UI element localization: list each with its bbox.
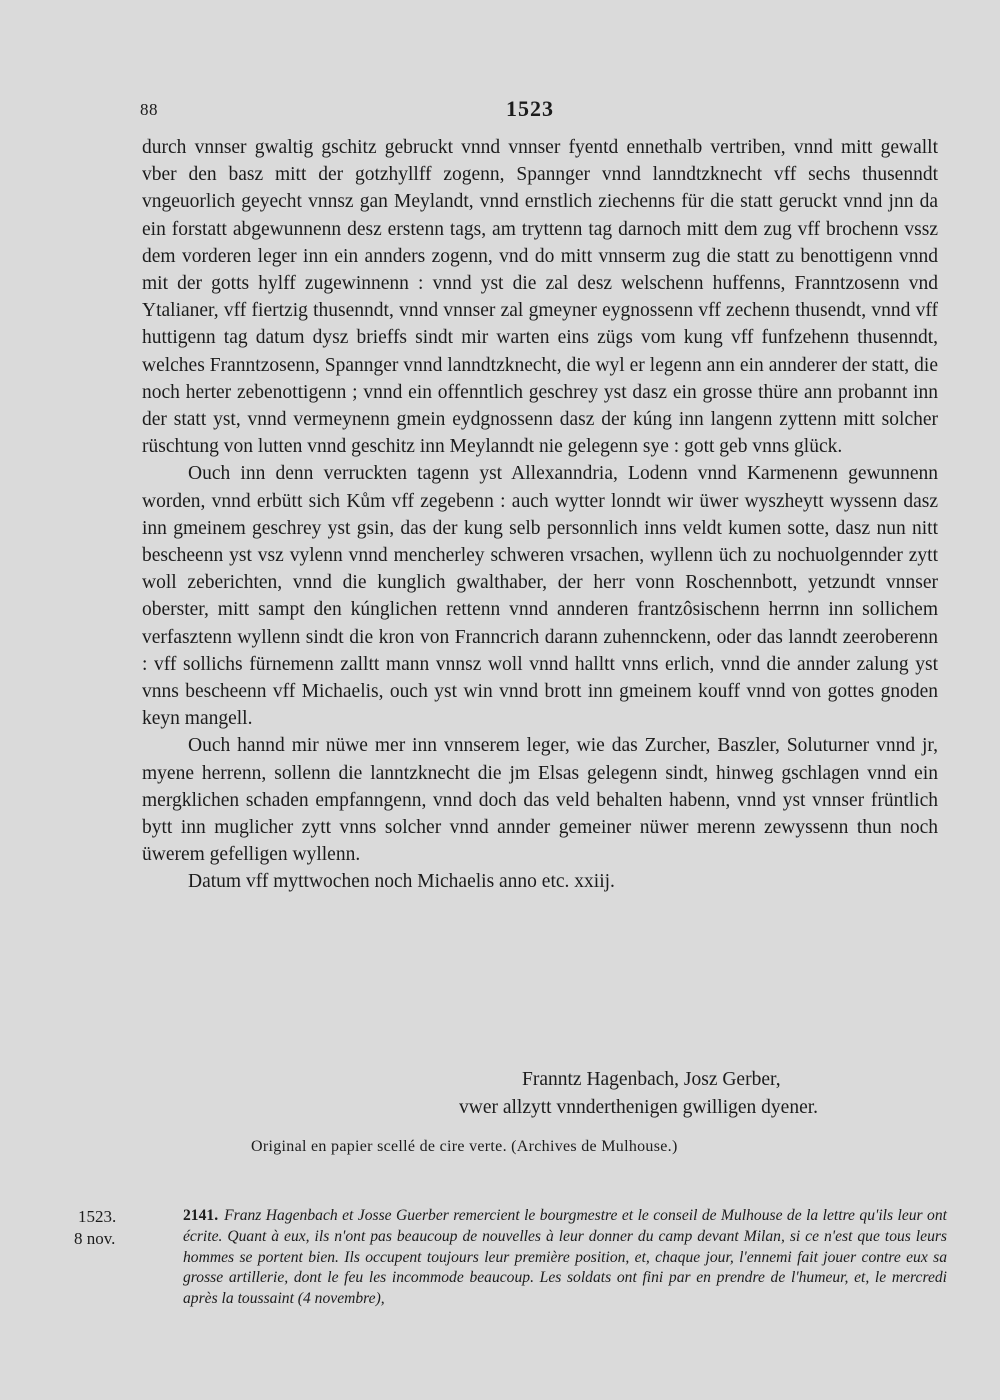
page-number: 88 — [140, 100, 158, 119]
letter-paragraph: durch vnnser gwaltig gschitz gebruckt vnnd vnnser fyentd ennethalb vertriben, vnnd mitt gewallt vber den basz mitt der gotzhyllff zogenn, Spannger vnnd lanndtzknecht vff sechs thusenndt vngeuorlich geyecht vnnsz gan Meylandt, vnnd ernstlich ziechenns für die statt geruckt vnnd jnn da ein forstatt abgewunnenn desz erstenn tags, am tryttenn tag darnoch mitt dem zug vff brochenn vssz dem vorderen leger inn ein annders zogenn, vnd do mitt vnnserm zug die statt zu benottigenn vnnd mit der gotts hylff zugewinnenn : vnnd yst die zal desz welschenn huffenns, Franntzosenn vnd Ytalianer, vff fiertzig thusenndt, vnnd vnnser zal gmeyner eygnossenn vff zechenn thusendt, vnnd vff huttigenn tag datum dysz brieffs sindt mir warten eins zügs vom kung vff funfzehenn thusenndt, welches Franntzosenn, Spannger vnnd lanndtzknecht, die wyl er legenn ann ein annderer der statt, die noch herter zebenottigenn ; vnnd ein offenntlich geschrey yst dasz ein grosse thüre ann probannt inn der statt yst, vnnd vermeynenn gmein eydgnossenn dasz der kúng inn langenn zyttenn mitt solcher rüschtung von lutten vnnd geschitz inn Meylanndt nie gelegenn sye : gott geb vnns glück. — [142, 137, 938, 458]
letter-paragraph: Ouch inn denn verruckten tagenn yst Allexanndria, Lodenn vnnd Karmenenn gewunnenn worden, vnnd erbütt sich Kům vff zegebenn : auch wytter lonndt wir üwer wyszheytt wyssenn dasz inn gmeinem geschrey yst gsin, das der kung selb personnlich inns veldt kumen sotte, dasz nun nitt bescheenn yst vsz vylenn vnnd mencherley schweren vrsachen, wyllenn üch zu nochuolgennder zytt woll zeberichten, vnnd die kunglich gwalthaber, der herr vonn Roschennbott, yetzundt vnnser oberster, mitt sampt den kúnglichen rettenn vnnd annderen frantzôsischenn herrnn inn sollichem verfasztenn wyllenn sindt die kron von Franncrich darann zuhennckenn, oder das lanndt zeeroberenn : vff sollichs fürnemenn zalltt mann vnnsz woll vnnd halltt vnns erlich, vnnd die annder zalung yst vnns bescheenn vff Michaelis, ouch yst win vnnd brott inn gmeinem kouff vnnd von gottes gnoden keyn mangell. — [142, 463, 938, 730]
signature-closing: vwer allzytt vnnderthenigen gwilligen dyener. — [459, 1097, 819, 1118]
margin-date-day: 8 nov. — [74, 1229, 116, 1248]
entry-number: 2141. — [183, 1207, 219, 1224]
margin-date-year: 1523. — [78, 1207, 117, 1226]
letter-dateline: Datum vff myttwochen noch Michaelis anno etc. xxiij. — [188, 871, 615, 893]
running-head-year: 1523 — [506, 96, 554, 121]
signature-names: Franntz Hagenbach, Josz Gerber, — [522, 1069, 781, 1090]
letter-body — [142, 134, 938, 896]
entry-summary — [183, 1206, 947, 1310]
source-note: Original en papier scellé de cire verte. (Archives de Mulhouse.) — [251, 1138, 678, 1155]
letter-paragraph: Ouch hannd mir nüwe mer inn vnnserem leger, wie das Zurcher, Baszler, Soluturner vnnd jr, myene herrenn, sollenn die lanntzknecht die jm Elsas gelegenn sindt, hinweg gschlagen vnnd ein mergklichen schaden empfanngenn, vnnd doch das veld behalten habenn, vnnd yst vnnser früntlich bytt inn muglicher zytt vnns solcher vnnd annder gemeiner nüwer merenn zewyssenn thun noch üwerem gefelligen wyllenn. — [142, 735, 938, 866]
entry-summary-text: Franz Hagenbach et Josse Guerber remercient le bourgmestre et le conseil de Mulhouse de la lettre qu'ils leur ont écrite. Quant à eux, ils n'ont pas beaucoup de nouvelles à leur donner du camp devant Milan, si ce n'est que tous leurs hommes se portent bien. Ils occupent toujours leur première position, et, chaque jour, l'ennemi fait jouer contre eux sa grosse artillerie, dont le feu les incommode beaucoup. Les soldats ont fini par en prendre de l'humeur, et, le mercredi après la toussaint (4 novembre), — [183, 1207, 947, 1308]
